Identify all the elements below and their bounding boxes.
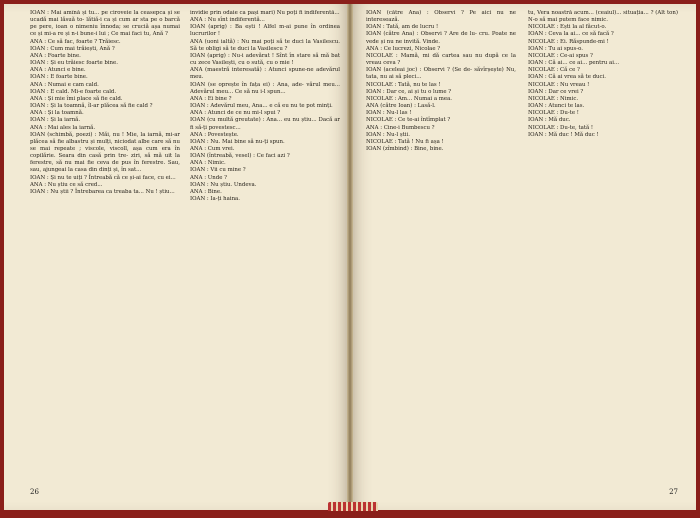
dialogue-line: NICOLAE : Am... Numai a mea. [366, 95, 453, 102]
dialogue-line: IOAN : Tată, am de lucru ! [366, 24, 439, 31]
left-column-2 [190, 10, 340, 476]
dialogue-line: ANA : Ce lucrezi, Nicolae ? [366, 45, 441, 52]
dialogue-line: IOAN : Și eu trăiesc foarte bine. [30, 60, 118, 67]
dialogue-line: IOAN : Dar ce, ai și tu o lume ? [366, 88, 452, 95]
book-gutter [347, 4, 353, 510]
dialogue-line: NICOLAE : Tată, nu te las ! [366, 81, 441, 88]
dialogue-line: IOAN (către Ana) : Observi ? Pe aici nu ne interesează. [366, 10, 516, 24]
dialogue-line: ANA : Numai e cam cald. [30, 81, 99, 88]
book-spread [4, 4, 696, 510]
dialogue-line: IOAN : Adevărul meu, Ana... e că eu nu te pot minți. [190, 103, 333, 110]
dialogue-line: IOAN : Dar ce vrei ? [528, 88, 584, 95]
dialogue-line: ANA : Cum vrei. [190, 145, 235, 152]
dialogue-line: ANA (către Ioan) : Lasă-l. [366, 103, 436, 110]
dialogue-line: IOAN : Nu. Mai bine să nu-ți spun. [190, 138, 285, 145]
dialogue-line: NICOLAE : Du-te ! [528, 110, 579, 117]
dialogue-line: IOAN : Vii cu mine ? [190, 167, 246, 174]
dialogue-line: ANA : Bine. [190, 188, 222, 195]
dialogue-line: IOAN : Tu ai spus-o. [528, 45, 583, 52]
dialogue-line: IOAN : Nu știi ? Întrebarea ca treaba ta... Nu ! știu... [30, 188, 175, 195]
dialogue-line: IOAN : Că ai vrea să te duci. [528, 74, 606, 81]
dialogue-line: NICOLAE : Tată ! Nu fi așa ! [366, 138, 444, 145]
left-page [4, 4, 350, 510]
dialogue-line: NICOLAE : Că ce ? [528, 67, 580, 74]
dialogue-line: IOAN (zîmbind) : Bine, bine. [366, 145, 444, 152]
dialogue-line: IOAN : Nu-l las ! [366, 110, 412, 117]
page-number-right: 27 [669, 488, 678, 496]
dialogue-line: ANA : Atunci de ce nu mi-l spui ? [190, 110, 281, 117]
dialogue-line: NICOLAE : Ce-ai spus ? [528, 52, 593, 59]
dialogue-line: IOAN (aprig) : Ba ești ! Alfel m-ai pune în ordinea lucrurilor ! [190, 24, 340, 38]
dialogue-line: ANA : Și mie îmi place să fie cald. [30, 95, 123, 102]
dialogue-line: IOAN : Ceva la ai... ce să facă ? [528, 31, 614, 38]
dialogue-line: ANA : Atunci e bine. [30, 67, 86, 74]
dialogue-line: tu, Vera noastră acum... (ceaiul)... situația... ? (Alt ton) N-o să mai putem face nimic. [528, 10, 678, 24]
dialogue-line: NICOLAE : Ei. Răspunde-mi ! [528, 38, 609, 45]
dialogue-line: ANA : Foarte bine. [30, 52, 81, 59]
dialogue-line: NICOLAE : Ești la al făcut-o. [528, 24, 607, 31]
dialogue-line: ANA (uoni ialtă) : Nu mai poți să te duci la Vasilescu. Să te obligi să te duci la Vasilescu ? [190, 38, 340, 52]
dialogue-line: IOAN : Și la iarnă. [30, 117, 81, 124]
dialogue-line: IOAN : Atunci te las. [528, 103, 585, 110]
dialogue-line: ANA : Nu știu ce să cred... [30, 181, 103, 188]
dialogue-line: ANA : Ei bine ? [190, 95, 232, 102]
dialogue-line: IOAN (aprig) : Nu-i adevărat ! Sînt în stare să mă bat cu zece Vasilești, cu o sută, cu o mie ! [190, 52, 340, 67]
dialogue-line: IOAN (cu multă greutate) : Ana... eu nu știu... Dacă ar fi să-ți povestesc... [190, 117, 340, 131]
dialogue-line: ANA (maestră interesată) : Atunci spune-ne adevărul meu. [190, 67, 340, 81]
dialogue-line: IOAN : E cald. Mi-e foarte cald. [30, 88, 117, 95]
dialogue-line: invidie prin odaie ca pași mari) Nu poți fi indiferentă... [190, 10, 340, 16]
dialogue-line: IOAN : Și la toamnă, îl-ar plăcea să fie cald ? [30, 103, 153, 110]
dialogue-line: ANA : Nimic. [190, 160, 226, 167]
dialogue-line: IOAN (către Ana) : Observi ? Are de lu- cru. Poate ne vede și nu ne invită. Vinde. [366, 31, 516, 45]
dialogue-line: IOAN (întreabă, vesel) : Ce faci azi ? [190, 153, 290, 160]
dialogue-line: ANA : Și la toamnă. [30, 110, 84, 117]
bookmark-ribbon [328, 502, 378, 511]
left-column-1 [30, 10, 180, 476]
dialogue-line: IOAN (schimbă, poezi) : Măi, nu ! Mie, la iarnă, mi-ar plăcea să fie albastru și mulți, niciodat albe care să nu se mai repeate ; viscole, viscoll, așa cum era în copilărie. Seara din casă prin tre- ziri, să mă uit la ferestre, să nu mai fie ceva de pus în ferestre. Sau, sau, ajungeai la casa din dinți și, în sat... [30, 131, 180, 174]
dialogue-line: IOAN : Ia-ți haina. [190, 196, 240, 203]
dialogue-line: IOAN (se oprește în fața ei) : Ana, ade- vărul meu... Adevărul meu... Ce să nu i-l spun... [190, 81, 340, 95]
dialogue-line: IOAN : E foarte bine. [30, 74, 88, 81]
dialogue-line: ANA : Ce să fac, foarte ? Trăiesc. [30, 38, 121, 45]
dialogue-line: IOAN : Cum mai trăiești, Ană ? [30, 45, 115, 52]
right-page [350, 4, 696, 510]
dialogue-line: NICOLAE : Ce te-ai întîmplat ? [366, 117, 451, 124]
dialogue-line: IOAN (aceleai joc) : Observi ? (Se de- săvîrșește) Nu, tata, nu ai să pleci... [366, 67, 516, 81]
dialogue-line: ANA : Cine-i Bumbescu ? [366, 124, 435, 131]
dialogue-line: IOAN : Nu-l știi. [366, 131, 410, 138]
dialogue-line: IOAN : Nu știu. Undeva. [190, 181, 257, 188]
dialogue-line: NICOLAE : Mamă, mi dă cartea sau nu după ce la vreau ceva ? [366, 52, 516, 67]
dialogue-line: IOAN : Și nu te uiți ? Întreabă că ce și-ai face, cu ei... [30, 174, 176, 181]
dialogue-line: NICOLAE : Du-te, tată ! [528, 124, 594, 131]
dialogue-line: IOAN : Mai amînă și tu... pe ciroveie la ceasepca și se ucadă mai lăsuă to- lătiă-i ca și cum ar sta pe o barcă pe pere, ioan o nimeniu înnoda; se cruciă așa numai ce și mi-a re și n-i bune-i lui ; Ce mai faci tu, Ană ? [30, 10, 180, 38]
dialogue-line: NICOLAE : Nu vreau ! [528, 81, 590, 88]
dialogue-line: IOAN : Mă duc ! Mă duc ! [528, 131, 599, 138]
dialogue-line: IOAN : Că ai... ce ai... pentru ai... [528, 60, 620, 67]
dialogue-line: ANA : Mai ales la iarnă. [30, 124, 96, 131]
right-column-1 [366, 10, 516, 476]
dialogue-line: NICOLAE : Nimic. [528, 95, 579, 102]
dialogue-line: ANA : Nu sînt indiferentă... [190, 17, 265, 24]
right-column-2 [528, 10, 678, 476]
page-number-left: 26 [30, 488, 39, 496]
dialogue-line: ANA : Povestește. [190, 131, 239, 138]
dialogue-line: ANA : Unde ? [190, 174, 228, 181]
dialogue-line: IOAN : Mă duc. [528, 117, 571, 124]
